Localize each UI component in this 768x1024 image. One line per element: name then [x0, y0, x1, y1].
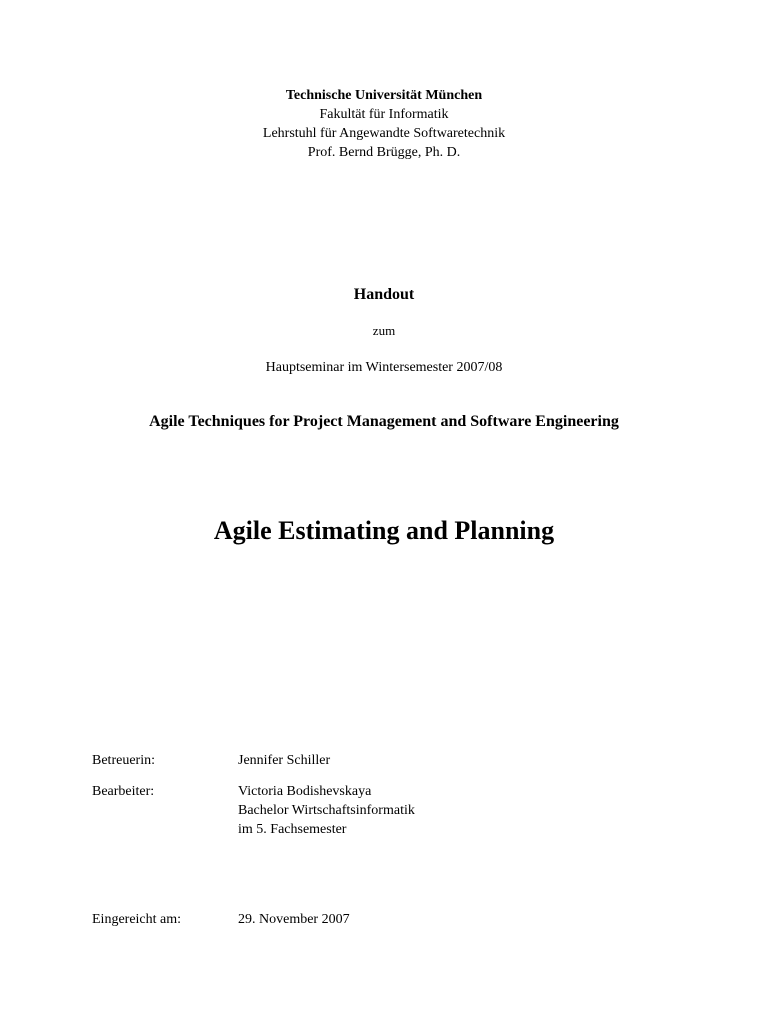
connector-word: zum — [372, 323, 396, 338]
author-program: Bachelor Wirtschaftsinformatik — [238, 803, 415, 818]
submitted-label: Eingereicht am: — [92, 912, 182, 927]
page-title: Agile Estimating and Planning — [213, 516, 555, 545]
seminar-title: Agile Techniques for Project Management and Software Engineering — [149, 413, 619, 430]
author-label: Bearbeiter: — [92, 784, 155, 799]
document-type: Handout — [353, 286, 415, 303]
author-name: Victoria Bodishevskaya — [238, 784, 372, 799]
chair-name: Lehrstuhl für Angewandte Softwaretechnik — [262, 126, 506, 141]
supervisor-label: Betreuerin: — [92, 753, 155, 768]
supervisor-name: Jennifer Schiller — [238, 753, 331, 768]
university-name: Technische Universität München — [285, 88, 483, 103]
faculty-name: Fakultät für Informatik — [319, 107, 449, 122]
professor-name: Prof. Bernd Brügge, Ph. D. — [307, 145, 461, 160]
submitted-date: 29. November 2007 — [238, 912, 350, 927]
author-semester: im 5. Fachsemester — [238, 822, 347, 837]
seminar-name: Hauptseminar im Wintersemester 2007/08 — [265, 360, 503, 375]
